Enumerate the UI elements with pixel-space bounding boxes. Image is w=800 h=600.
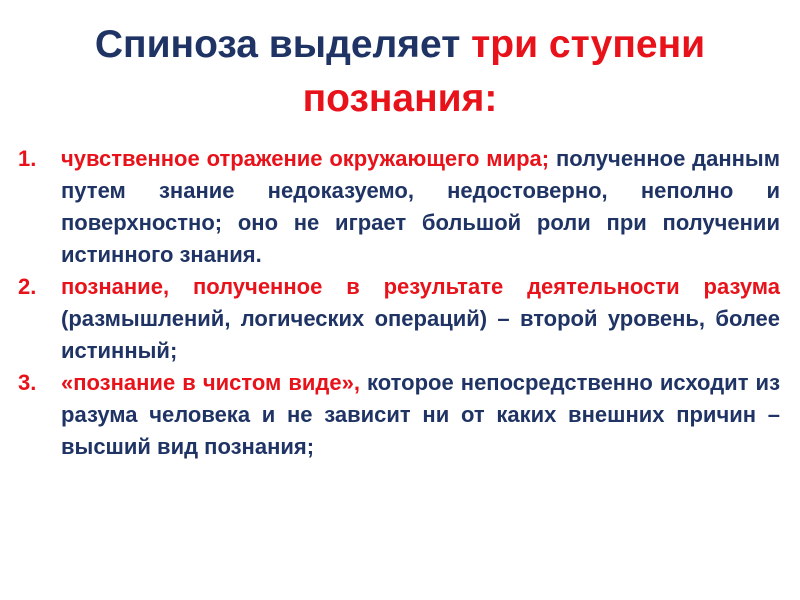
- item-highlight: чувственное отражение окружающего мира;: [61, 146, 550, 171]
- title-accent: три ступени познания:: [302, 23, 706, 120]
- item-text: которое непосредственно исходит из разума человека и не зависит ни от каких внешних причин – высший вид познания;: [61, 370, 781, 459]
- item-highlight: познание, полученное в результате деятельности разума: [61, 274, 780, 299]
- list-item: [18, 367, 780, 463]
- knowledge-stages-list: [18, 143, 780, 463]
- item-text: (размышлений, логических операций) – второй уровень, более истинный;: [61, 306, 780, 363]
- title-main: Спиноза выделяет: [94, 23, 472, 66]
- item-number: 1.: [18, 146, 37, 171]
- item-number: 3.: [18, 370, 37, 395]
- item-text: полученное данным путем знание недоказуемо, недостоверно, неполно и поверхностно; оно не играет большой роли при получении истинного знания.: [61, 146, 780, 267]
- item-number: 2.: [18, 274, 37, 299]
- list-item: [18, 143, 780, 271]
- list-item: [18, 271, 780, 367]
- slide-title: [0, 18, 800, 126]
- item-highlight: «познание в чистом виде»,: [61, 370, 360, 395]
